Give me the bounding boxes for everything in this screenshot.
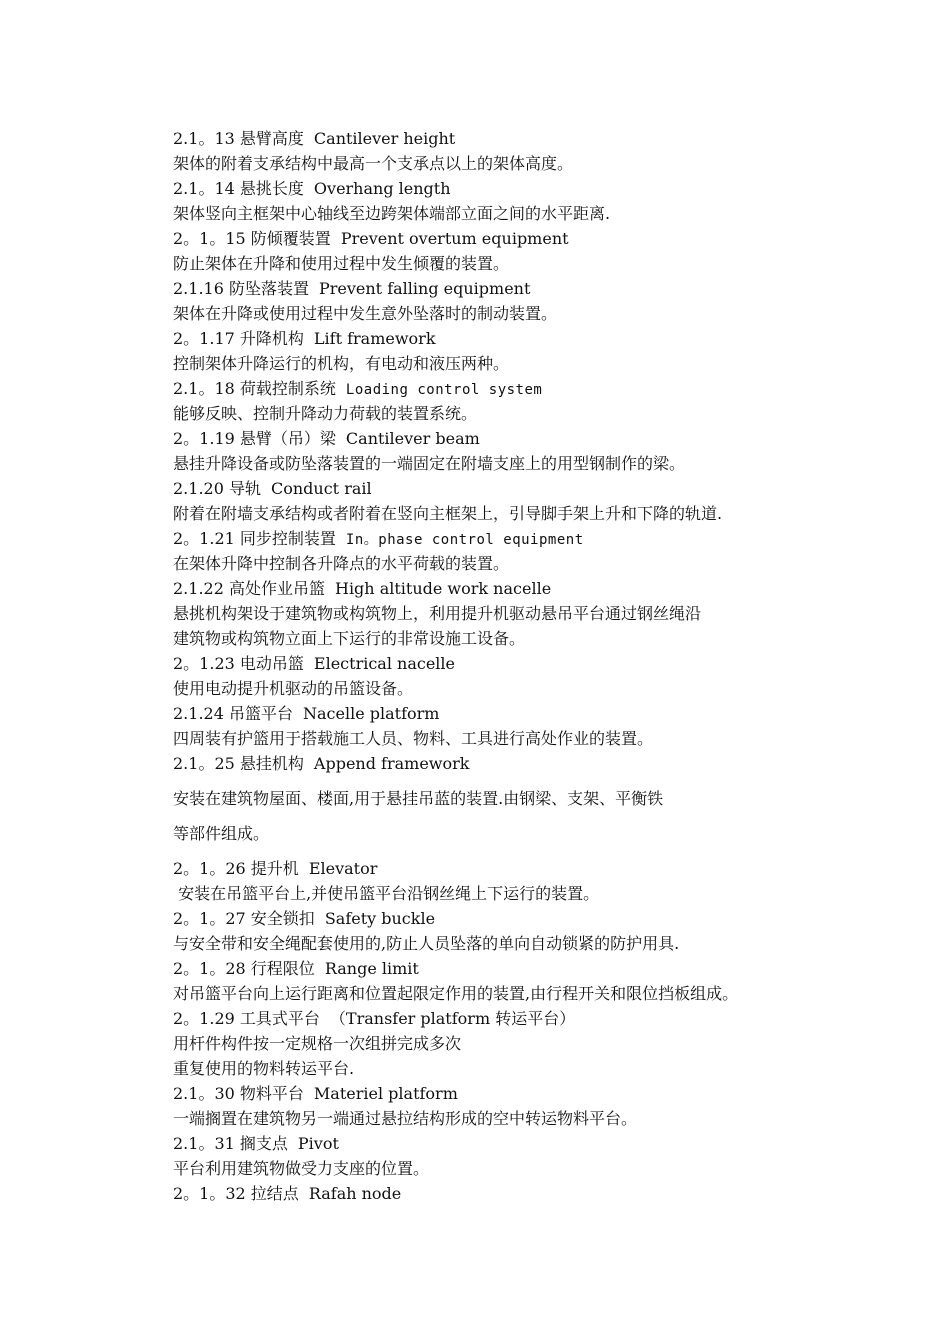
term-heading [173,651,873,676]
term-english-name: Append framework [313,754,470,773]
term-heading [173,576,873,601]
term-definition: 能够反映、控制升降动力荷载的装置系统。 [173,404,478,423]
term-heading [173,126,873,151]
term-number-and-name: 2。1。27 安全锁扣 [173,909,315,928]
term-number-and-name: 2.1。18 荷载控制系统 [173,379,336,398]
term-definition: 用杆件构件按一定规格一次组拼完成多次 [173,1034,462,1053]
term-definition: 附着在附墙支承结构或者附着在竖向主框架上，引导脚手架上升和下降的轨道. [173,504,723,523]
term-number-and-name: 2。1.29 工具式平台 [173,1009,320,1028]
term-heading [173,1181,873,1206]
term-english-name: Safety buckle [324,909,436,928]
term-number-and-name: 2。1.21 同步控制装置 [173,529,336,548]
term-english-name: Rafah node [308,1184,402,1203]
term-definition: 平台利用建筑物做受力支座的位置。 [173,1159,430,1178]
term-english-name: Prevent falling equipment [318,279,531,298]
term-heading [173,326,873,351]
term-definition: 悬挑机构架设于建筑物或构筑物上，利用提升机驱动悬吊平台通过钢丝绳沿 [173,604,702,623]
term-number-and-name: 2。1。26 提升机 [173,859,299,878]
term-english-name: Cantilever beam [345,429,480,448]
term-heading [173,276,873,301]
term-definition: 悬挂升降设备或防坠落装置的一端固定在附墙支座上的用型钢制作的梁。 [173,454,686,473]
term-number-and-name: 2.1。30 物料平台 [173,1084,304,1103]
term-english-name: Conduct rail [270,479,372,498]
term-number-and-name: 2。1。32 拉结点 [173,1184,299,1203]
term-heading [173,1131,873,1156]
term-heading [173,956,873,981]
term-definition: 安装在建筑物屋面、楼面,用于悬挂吊蓝的装置.由钢梁、支架、平衡铁 [173,789,664,808]
term-english-name: In。phase control equipment [345,532,584,548]
term-english-name: Overhang length [313,179,451,198]
term-english-name: Nacelle platform [302,704,440,723]
term-number-and-name: 2.1。14 悬挑长度 [173,179,304,198]
term-definition: 安装在吊篮平台上,并使吊篮平台沿钢丝绳上下运行的装置。 [173,884,600,903]
term-english-name: Prevent overtum equipment [340,229,569,248]
term-english-name: Range limit [324,959,419,978]
term-number-and-name: 2.1。13 悬臂高度 [173,129,304,148]
term-number-and-name: 2。1。28 行程限位 [173,959,315,978]
term-definition: 架体竖向主框架中心轴线至边跨架体端部立面之间的水平距离. [173,204,611,223]
term-definition: 使用电动提升机驱动的吊篮设备。 [173,679,414,698]
term-number-and-name: 2。1.23 电动吊篮 [173,654,304,673]
term-number-and-name: 2.1.16 防坠落装置 [173,279,309,298]
term-english-name: Materiel platform [313,1084,458,1103]
term-definition: 四周装有护篮用于搭载施工人员、物料、工具进行高处作业的装置。 [173,729,654,748]
term-english-name: Electrical nacelle [313,654,456,673]
term-english-name: Pivot [297,1134,339,1153]
term-definition: 一端搁置在建筑物另一端通过悬拉结构形成的空中转运物料平台。 [173,1109,638,1128]
term-heading [173,751,873,776]
term-english-name: Elevator [308,859,378,878]
term-definition: 架体的附着支承结构中最高一个支承点以上的架体高度。 [173,154,574,173]
term-number-and-name: 2.1。25 悬挂机构 [173,754,304,773]
term-english-name: Lift framework [313,329,436,348]
term-number-and-name: 2.1。31 搁支点 [173,1134,288,1153]
term-english-name: Cantilever height [313,129,456,148]
term-definition: 等部件组成。 [173,824,270,843]
term-heading [173,226,873,251]
term-number-and-name: 2。1.17 升降机构 [173,329,304,348]
term-english-name: Loading control system [345,382,543,398]
term-heading [173,526,873,551]
term-definition: 与安全带和安全绳配套使用的,防止人员坠落的单向自动锁紧的防护用具. [173,934,680,953]
term-number-and-name: 2.1.22 高处作业吊篮 [173,579,325,598]
term-heading [173,476,873,501]
term-definition: 控制架体升降运行的机构，有电动和液压两种。 [173,354,510,373]
term-heading [173,856,873,881]
term-definition: 对吊篮平台向上运行距离和位置起限定作用的装置,由行程开关和限位挡板组成。 [173,984,739,1003]
document-body [173,126,873,1206]
term-number-and-name: 2。1。15 防倾覆装置 [173,229,331,248]
term-definition: 在架体升降中控制各升降点的水平荷载的装置。 [173,554,510,573]
term-english-name: （Transfer platform 转运平台） [329,1009,576,1028]
term-definition: 防止架体在升降和使用过程中发生倾覆的装置。 [173,254,510,273]
term-number-and-name: 2。1.19 悬臂（吊）梁 [173,429,336,448]
term-heading [173,376,873,401]
term-definition: 建筑物或构筑物立面上下运行的非常设施工设备。 [173,629,526,648]
term-heading [173,1006,873,1031]
term-heading [173,426,873,451]
term-heading [173,906,873,931]
term-heading [173,176,873,201]
term-definition: 重复使用的物料转运平台. [173,1059,355,1078]
term-heading [173,701,873,726]
term-number-and-name: 2.1.20 导轨 [173,479,261,498]
term-number-and-name: 2.1.24 吊篮平台 [173,704,293,723]
term-definition: 架体在升降或使用过程中发生意外坠落时的制动装置。 [173,304,558,323]
term-heading [173,1081,873,1106]
term-english-name: High altitude work nacelle [334,579,552,598]
